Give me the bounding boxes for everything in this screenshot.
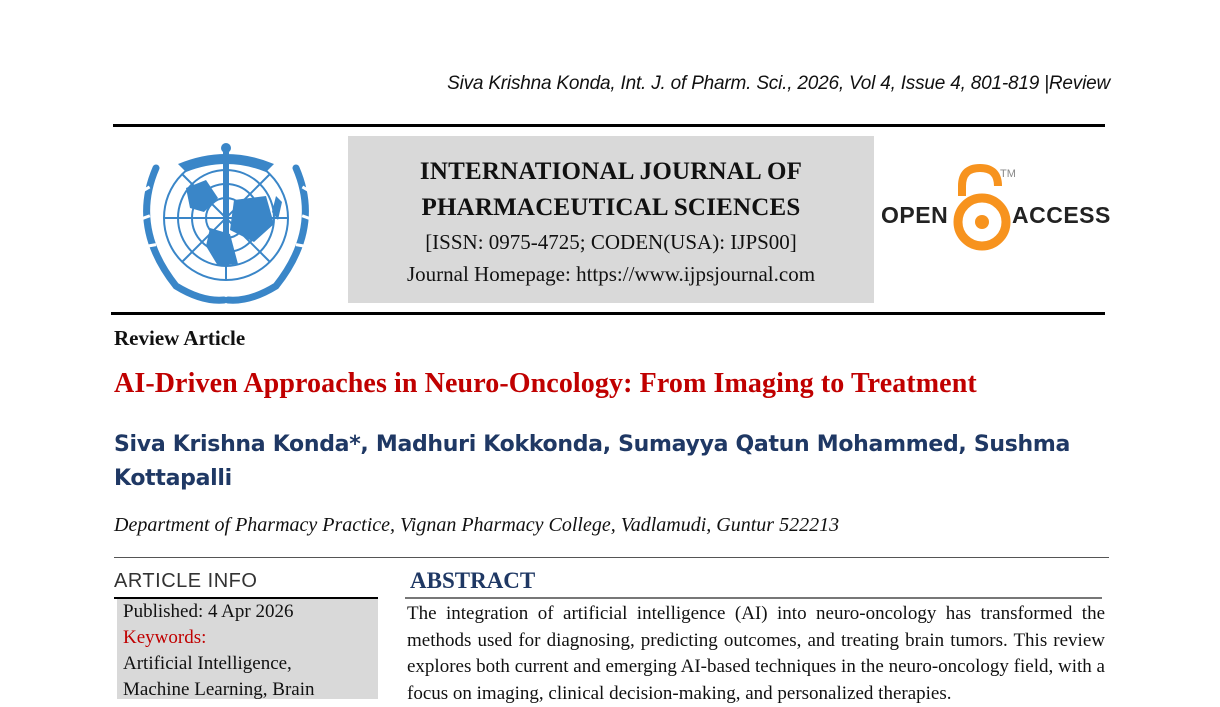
journal-issn: [ISSN: 0975-4725; CODEN(USA): IJPS00] <box>425 230 797 254</box>
article-title: AI-Driven Approaches in Neuro-Oncology: From Imaging to Treatment <box>114 368 977 399</box>
keywords-label: Keywords: <box>123 627 207 648</box>
journal-name-line2: PHARMACEUTICAL SCIENCES <box>421 194 801 221</box>
abstract-rule <box>405 597 1102 599</box>
open-access-access-label: ACCESS <box>1012 202 1111 228</box>
open-access-logo <box>878 162 1110 257</box>
running-header-citation: Siva Krishna Konda, Int. J. of Pharm. Sci., 2026, Vol 4, Issue 4, 801-819 |Review <box>447 73 1110 94</box>
article-info-heading: ARTICLE INFO <box>114 570 258 592</box>
published-date: Published: 4 Apr 2026 <box>123 601 294 622</box>
journal-homepage-link[interactable]: Journal Homepage: https://www.ijpsjournal.com <box>406 262 816 286</box>
trademark-mark: TM <box>1000 168 1016 180</box>
journal-name-line1: INTERNATIONAL JOURNAL OF <box>419 158 803 185</box>
abstract-text: The integration of artificial intelligence (AI) into neuro-oncology has transformed the methods used for diagnosing, predicting outcomes, and treating brain tumors. This review explores both current and emerging AI-based techniques in the neuro-oncology field, with a focus on imaging, clinical decision-making, and personalized therapies. <box>407 603 1105 704</box>
article-info-box <box>117 599 378 699</box>
journal-banner <box>348 136 874 303</box>
keywords-line-1: Artificial Intelligence, <box>123 653 292 674</box>
article-type: Review Article <box>114 326 246 350</box>
article-authors: Siva Krishna Konda*, Madhuri Kokkonda, Sumayya Qatun Mohammed, Sushma Kottapalli <box>114 432 1071 491</box>
open-access-open-label: OPEN <box>881 202 949 228</box>
header-rule-top <box>113 124 1105 127</box>
globe-caduceus-wreath-icon <box>126 138 326 306</box>
keywords-line-2: Machine Learning, Brain <box>123 679 315 700</box>
abstract-heading: ABSTRACT <box>410 568 536 593</box>
section-divider <box>114 557 1109 558</box>
header-rule-bottom <box>111 312 1105 315</box>
author-affiliation: Department of Pharmacy Practice, Vignan Pharmacy College, Vadlamudi, Guntur 522213 <box>114 514 840 536</box>
